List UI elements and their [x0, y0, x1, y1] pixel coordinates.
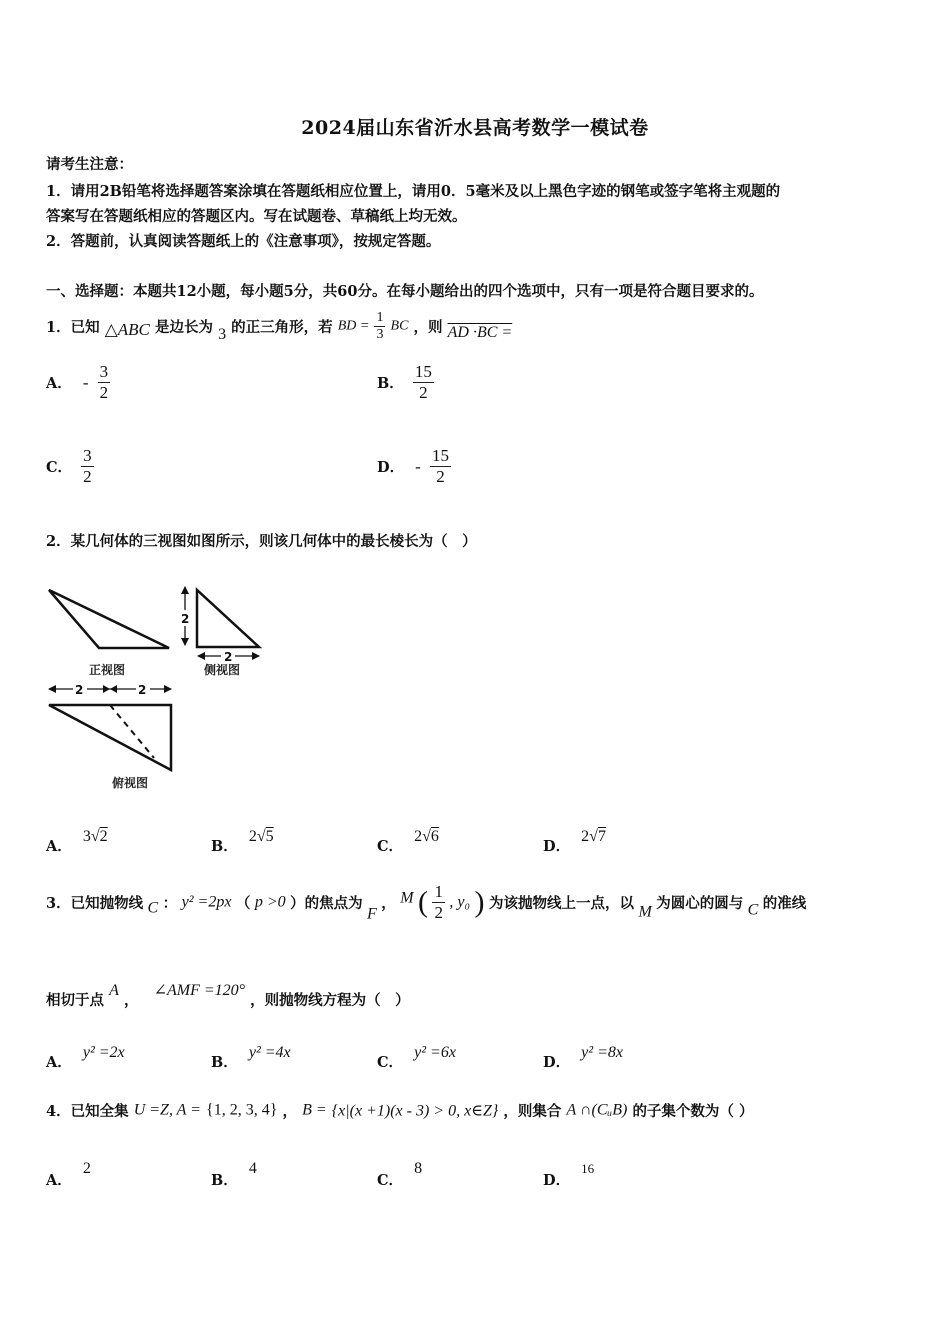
q3-c2: C	[747, 901, 759, 919]
option-frac-num: 15	[414, 362, 432, 381]
option-label: B．	[377, 375, 404, 392]
option-label: C．	[377, 1172, 404, 1189]
top-view-triangle	[49, 705, 171, 770]
option-radicand: 6	[430, 828, 439, 845]
side-view-triangle	[197, 590, 259, 647]
option-fraction	[98, 362, 111, 403]
q3-m-fraction	[432, 882, 445, 923]
q4-a-set: {1, 2, 3, 4}	[206, 1101, 278, 1119]
q3-m-frac-den: 2	[434, 903, 443, 922]
top-arrow-left	[48, 685, 56, 693]
top-arrow-mid-left	[110, 685, 117, 693]
q4-option-b	[211, 1158, 257, 1190]
q1-fraction	[374, 310, 385, 343]
q4-comma: ，	[282, 1103, 297, 1120]
option-frac-den: 2	[99, 383, 109, 402]
top-arrow-right	[164, 685, 172, 693]
option-label: B．	[211, 1172, 238, 1189]
q3-paren-close: )	[474, 885, 485, 919]
q3-prefix: 3．已知抛物线	[46, 895, 144, 912]
q3-m2: M	[638, 903, 652, 921]
q3-option-c	[377, 1042, 456, 1072]
q4-u: U =Z, A =	[133, 1101, 201, 1119]
q1-mid2: 的正三角形，若	[231, 319, 333, 336]
q4-b-set: {x|(x +1)(x - 3) > 0, x∈Z}	[331, 1102, 499, 1120]
q3-cond-close: ）的焦点为	[290, 895, 363, 912]
option-label: D．	[543, 838, 571, 855]
q1-prefix: 1．已知	[46, 319, 100, 336]
sqrt-symbol: √	[90, 828, 100, 845]
q2-option-c	[377, 826, 439, 856]
q3-option-b	[211, 1042, 291, 1072]
question-4	[46, 1100, 754, 1121]
option-value: 4	[248, 1160, 257, 1177]
top-left-dimension-label: 2	[75, 683, 84, 697]
q1-option-d	[377, 446, 451, 487]
section-heading: 一、选择题：本题共12小题，每小题5分，共60分。在每小题给出的四个选项中，只有一项是符合题目要求的。	[46, 283, 764, 300]
notice-line-1: 1．请用2B铅笔将选择题答案涂填在答题纸相应位置上，请用0．5毫米及以上黑色字迹的钢笔或签字笔将主观题的	[46, 183, 781, 200]
q1-expression: AD ·BC =	[447, 324, 513, 341]
notice-line-3: 2．答题前，认真阅读答题纸上的《注意事项》，按规定答题。	[46, 233, 441, 250]
q1-triangle: △ABC	[104, 320, 150, 339]
option-label: B．	[211, 838, 238, 855]
q1-option-c	[46, 446, 94, 487]
option-label: C．	[377, 838, 404, 855]
option-label: C．	[377, 1054, 404, 1071]
q3-f: F	[367, 905, 377, 923]
option-frac-num: 3	[99, 362, 109, 381]
front-view-label: 正视图	[89, 663, 126, 677]
page-title: 2024届山东省沂水县高考数学一模试卷	[301, 117, 649, 139]
option-label: A．	[46, 838, 72, 855]
q1-frac-num: 1	[376, 310, 384, 325]
option-coefficient: 2	[248, 828, 257, 845]
q1-side: 3	[218, 326, 227, 343]
q4-b: B =	[302, 1101, 327, 1119]
q2-option-d	[543, 826, 606, 856]
side-view-label: 侧视图	[204, 663, 241, 677]
option-sign: -	[82, 372, 89, 392]
q2-option-b	[211, 826, 274, 856]
option-fraction	[430, 446, 451, 487]
q4-option-d	[543, 1158, 594, 1190]
sqrt-symbol: √	[422, 828, 431, 845]
option-label: A．	[46, 375, 72, 392]
option-fraction	[81, 446, 94, 487]
q3-comma2: ，	[123, 992, 139, 1009]
q4-end: 的子集个数为（ ）	[632, 1103, 754, 1120]
question-1	[46, 310, 512, 344]
option-value: 16	[581, 1161, 595, 1176]
q3-m-y: , y₀	[449, 893, 471, 911]
question-3-line-1	[46, 882, 806, 926]
notice-line-2: 答案写在答题纸相应的答题区内。写在试题卷、草稿纸上均无效。	[46, 208, 467, 225]
three-view-diagram	[44, 580, 274, 795]
option-frac-den: 2	[419, 383, 428, 402]
q4-prefix: 4．已知全集	[46, 1103, 129, 1120]
option-equation: y² =6x	[414, 1044, 456, 1061]
q4-expression: A ∩(CᵤB)	[566, 1101, 628, 1119]
q1-option-b	[377, 362, 434, 403]
q1-bc: BC	[390, 318, 409, 334]
notice-header: 请考生注意：	[46, 156, 133, 173]
q3-line2-prefix: 相切于点	[46, 992, 104, 1009]
question-2: 2．某几何体的三视图如图所示，则该几何体中的最长棱长为（ ）	[46, 533, 477, 550]
option-radicand: 2	[99, 828, 108, 845]
side-dimension-label: 2	[224, 650, 233, 664]
q3-paren-open: (	[418, 885, 428, 919]
q3-m-frac-num: 1	[434, 882, 443, 901]
option-frac-num: 15	[431, 446, 449, 465]
option-label: B．	[211, 1054, 238, 1071]
q2-option-a	[46, 826, 108, 856]
q1-frac-den: 3	[376, 327, 384, 342]
option-equation: y² =2x	[82, 1044, 125, 1061]
sqrt-symbol: √	[256, 828, 266, 845]
option-equation: y² =4x	[248, 1044, 291, 1061]
q3-a: A	[109, 982, 119, 999]
option-frac-den: 2	[436, 467, 445, 486]
option-coefficient: 2	[581, 828, 590, 845]
front-view-triangle	[49, 590, 169, 648]
q3-option-a	[46, 1042, 125, 1072]
option-fraction	[413, 362, 434, 403]
option-coefficient: 3	[82, 828, 91, 845]
q3-angle: ∠AMF =120°	[153, 982, 246, 999]
height-arrow-down	[181, 638, 189, 646]
top-right-dimension-label: 2	[138, 683, 147, 697]
option-label: D．	[543, 1054, 571, 1071]
height-arrow-up	[181, 586, 189, 594]
sqrt-symbol: √	[589, 828, 598, 845]
option-label: D．	[377, 459, 405, 476]
top-arrow-mid-right	[103, 685, 110, 693]
q3-cond-open: （	[235, 895, 251, 912]
q3-equation: y² =2px	[181, 893, 232, 911]
option-frac-num: 3	[83, 446, 92, 465]
option-frac-den: 2	[83, 467, 92, 486]
q4-option-c	[377, 1158, 422, 1190]
q3-line2-end: ，则抛物线方程为（ ）	[250, 992, 410, 1009]
option-label: C．	[46, 459, 73, 476]
q3-c: C	[147, 899, 159, 917]
option-coefficient: 2	[414, 828, 423, 845]
option-label: A．	[46, 1172, 72, 1189]
q3-option-d	[543, 1042, 623, 1072]
q3-comma: ，	[381, 895, 396, 912]
q3-condition: p >0	[254, 893, 286, 911]
side-arrow-left	[197, 652, 205, 660]
q1-option-a	[46, 362, 110, 403]
q4-mid: ，则集合	[503, 1103, 562, 1120]
option-radicand: 7	[597, 828, 606, 845]
q3-mid: 为该抛物线上一点，以	[488, 895, 634, 912]
option-radicand: 5	[265, 828, 274, 845]
option-equation: y² =8x	[581, 1044, 623, 1061]
q4-option-a	[46, 1158, 91, 1190]
option-label: A．	[46, 1054, 72, 1071]
option-label: D．	[543, 1172, 571, 1189]
q3-mid2: 为圆心的圆与	[656, 895, 744, 912]
q1-mid: 是边长为	[154, 319, 213, 336]
side-arrow-right	[252, 652, 260, 660]
q3-end: 的准线	[762, 895, 807, 912]
option-value: 2	[82, 1160, 91, 1177]
q1-then: ，则	[413, 319, 443, 336]
q3-colon: ：	[162, 895, 178, 912]
q3-m: M	[400, 889, 414, 907]
q1-bd: BD =	[337, 318, 370, 334]
top-view-label: 俯视图	[112, 776, 149, 790]
option-value: 8	[414, 1160, 423, 1177]
height-dimension-label: 2	[181, 612, 190, 626]
question-3-line-2	[46, 980, 410, 1010]
option-sign: -	[415, 456, 421, 476]
